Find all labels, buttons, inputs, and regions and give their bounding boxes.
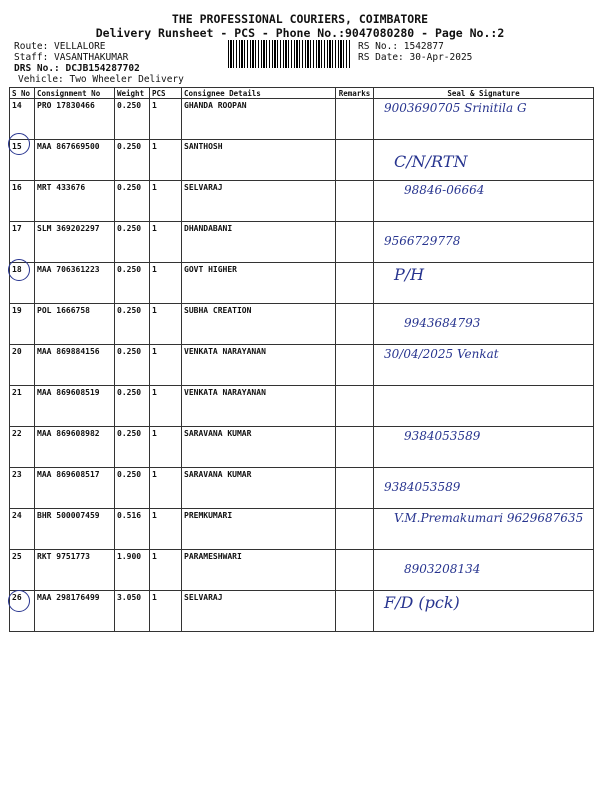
row-weight: 0.250	[115, 304, 150, 345]
col-header-pcs: PCS	[150, 88, 182, 99]
row-consignee: VENKATA NARAYANAN	[182, 345, 336, 386]
row-remarks	[336, 304, 374, 345]
table-row	[10, 304, 594, 345]
row-consignment-no: BHR 500007459	[35, 509, 115, 550]
col-header-consignment: Consignment No	[35, 88, 115, 99]
table-row	[10, 550, 594, 591]
col-header-signature: Seal & Signature	[374, 88, 594, 99]
table-row	[10, 345, 594, 386]
row-consignment-no: MAA 869884156	[35, 345, 115, 386]
row-remarks	[336, 591, 374, 632]
handwritten-signature: P/H	[394, 265, 425, 284]
row-remarks	[336, 468, 374, 509]
row-pcs: 1	[150, 140, 182, 181]
table-row	[10, 181, 594, 222]
col-header-consignee: Consignee Details	[182, 88, 336, 99]
row-consignment-no: MAA 869608982	[35, 427, 115, 468]
row-sno: 19	[10, 304, 35, 345]
table-row	[10, 263, 594, 304]
row-signature	[374, 550, 594, 591]
runsheet-table	[9, 87, 594, 632]
table-row	[10, 140, 594, 181]
runsheet-title: Delivery Runsheet - PCS - Phone No.:9047080280 - Page No.:2	[95, 26, 505, 40]
vehicle-label: Vehicle: Two Wheeler Delivery	[18, 74, 184, 85]
row-remarks	[336, 386, 374, 427]
row-signature	[374, 304, 594, 345]
table-row	[10, 591, 594, 632]
row-weight: 0.250	[115, 222, 150, 263]
handwritten-signature: 8903208134	[404, 562, 481, 576]
drs-label: DRS No.: DCJB154287702	[14, 63, 140, 74]
handwritten-signature: F/D (pck)	[384, 593, 460, 612]
row-pcs: 1	[150, 427, 182, 468]
row-pcs: 1	[150, 99, 182, 140]
row-sno: 14	[10, 99, 35, 140]
row-weight: 0.250	[115, 468, 150, 509]
row-pcs: 1	[150, 509, 182, 550]
row-weight: 0.250	[115, 99, 150, 140]
row-weight: 1.900	[115, 550, 150, 591]
row-15-circle-mark	[8, 133, 30, 155]
row-weight: 0.250	[115, 140, 150, 181]
handwritten-signature: C/N/RTN	[394, 152, 468, 171]
row-signature	[374, 99, 594, 140]
table-row	[10, 468, 594, 509]
row-consignment-no: POL 1666758	[35, 304, 115, 345]
row-consignment-no: SLM 369202297	[35, 222, 115, 263]
table-row	[10, 427, 594, 468]
row-sno: 16	[10, 181, 35, 222]
table-row	[10, 222, 594, 263]
handwritten-signature: 9384053589	[384, 480, 461, 494]
row-weight: 0.250	[115, 181, 150, 222]
row-signature	[374, 591, 594, 632]
row-signature	[374, 427, 594, 468]
row-weight: 0.250	[115, 345, 150, 386]
row-remarks	[336, 222, 374, 263]
row-consignee: GHANDA ROOPAN	[182, 99, 336, 140]
row-pcs: 1	[150, 345, 182, 386]
row-consignment-no: MAA 869608517	[35, 468, 115, 509]
row-pcs: 1	[150, 263, 182, 304]
row-weight: 0.250	[115, 427, 150, 468]
row-18-circle-mark	[8, 259, 30, 281]
row-signature	[374, 345, 594, 386]
row-sno: 22	[10, 427, 35, 468]
row-sno: 21	[10, 386, 35, 427]
row-signature	[374, 222, 594, 263]
row-sno: 26	[10, 591, 35, 632]
row-consignee: SELVARAJ	[182, 591, 336, 632]
row-sno: 18	[10, 263, 35, 304]
col-header-weight: Weight	[115, 88, 150, 99]
row-26-circle-mark	[8, 590, 30, 612]
row-pcs: 1	[150, 386, 182, 427]
row-consignee: SARAVANA KUMAR	[182, 427, 336, 468]
handwritten-signature: 9566729778	[384, 234, 461, 248]
row-remarks	[336, 263, 374, 304]
row-signature	[374, 468, 594, 509]
row-consignee: DHANDABANI	[182, 222, 336, 263]
table-row	[10, 509, 594, 550]
barcode-image	[228, 40, 350, 68]
row-sno: 17	[10, 222, 35, 263]
handwritten-signature: V.M.Premakumari 9629687635	[394, 511, 584, 525]
row-pcs: 1	[150, 550, 182, 591]
row-consignee: VENKATA NARAYANAN	[182, 386, 336, 427]
row-consignee: SARAVANA KUMAR	[182, 468, 336, 509]
row-weight: 0.516	[115, 509, 150, 550]
handwritten-signature: 9943684793	[404, 316, 481, 330]
row-consignee: PREMKUMARI	[182, 509, 336, 550]
handwritten-signature: 9003690705 Srinitila G	[384, 101, 527, 115]
row-consignee: SUBHA CREATION	[182, 304, 336, 345]
row-remarks	[336, 427, 374, 468]
company-title: THE PROFESSIONAL COURIERS, COIMBATORE	[171, 12, 429, 26]
handwritten-signature: 30/04/2025 Venkat	[384, 347, 499, 361]
table-row	[10, 386, 594, 427]
row-remarks	[336, 509, 374, 550]
table-row	[10, 99, 594, 140]
row-remarks	[336, 140, 374, 181]
row-remarks	[336, 550, 374, 591]
route-label: Route: VELLALORE	[14, 41, 106, 52]
handwritten-signature: 9384053589	[404, 429, 481, 443]
row-signature	[374, 181, 594, 222]
row-consignment-no: MAA 706361223	[35, 263, 115, 304]
row-sno: 15	[10, 140, 35, 181]
staff-label: Staff: VASANTHAKUMAR	[14, 52, 129, 63]
rs-number: RS No.: 1542877	[358, 41, 444, 52]
table-header-row	[10, 88, 594, 99]
row-sno: 25	[10, 550, 35, 591]
row-consignment-no: MAA 867669500	[35, 140, 115, 181]
row-pcs: 1	[150, 591, 182, 632]
row-consignment-no: PRO 17830466	[35, 99, 115, 140]
col-header-remarks: Remarks	[336, 88, 374, 99]
row-remarks	[336, 345, 374, 386]
handwritten-signature: 98846-06664	[404, 183, 485, 197]
handwritten-signature	[376, 388, 591, 398]
row-weight: 3.050	[115, 591, 150, 632]
row-weight: 0.250	[115, 386, 150, 427]
row-consignee: SELVARAJ	[182, 181, 336, 222]
row-consignee: PARAMESHWARI	[182, 550, 336, 591]
row-consignee: GOVT HIGHER	[182, 263, 336, 304]
row-sno: 24	[10, 509, 35, 550]
row-remarks	[336, 181, 374, 222]
row-pcs: 1	[150, 304, 182, 345]
row-sno: 23	[10, 468, 35, 509]
row-pcs: 1	[150, 181, 182, 222]
row-pcs: 1	[150, 222, 182, 263]
row-signature	[374, 140, 594, 181]
col-header-sno: S No	[10, 88, 35, 99]
row-signature	[374, 386, 594, 427]
row-consignment-no: MRT 433676	[35, 181, 115, 222]
row-consignment-no: RKT 9751773	[35, 550, 115, 591]
row-pcs: 1	[150, 468, 182, 509]
row-consignee: SANTHOSH	[182, 140, 336, 181]
row-weight: 0.250	[115, 263, 150, 304]
row-sno: 20	[10, 345, 35, 386]
row-consignment-no: MAA 869608519	[35, 386, 115, 427]
row-signature	[374, 263, 594, 304]
row-consignment-no: MAA 298176499	[35, 591, 115, 632]
row-remarks	[336, 99, 374, 140]
rs-date: RS Date: 30-Apr-2025	[358, 52, 473, 63]
row-signature	[374, 509, 594, 550]
